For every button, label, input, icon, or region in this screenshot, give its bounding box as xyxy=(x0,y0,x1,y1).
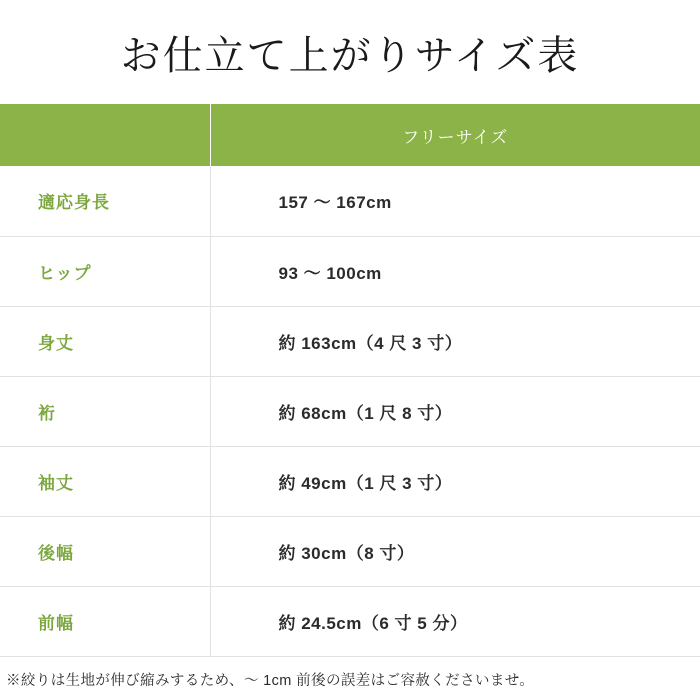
row-value-sodetake: 約 49cm（1 尺 3 寸） xyxy=(210,446,700,516)
table-header-free-size: フリーサイズ xyxy=(210,104,700,166)
row-label-yuki: 裄 xyxy=(0,376,210,446)
row-label-atohaba: 後幅 xyxy=(0,516,210,586)
size-table xyxy=(0,104,700,657)
table-row xyxy=(0,516,700,586)
table-row xyxy=(0,586,700,656)
footnote: ※絞りは生地が伸び縮みするため、〜 1cm 前後の誤差はご容赦くださいませ。 xyxy=(6,672,535,689)
row-value-yuki: 約 68cm（1 尺 8 寸） xyxy=(210,376,700,446)
table-row xyxy=(0,306,700,376)
row-value-height: 157 〜 167cm xyxy=(210,166,700,236)
row-value-hip: 93 〜 100cm xyxy=(210,236,700,306)
row-label-height: 適応身長 xyxy=(0,166,210,236)
table-row xyxy=(0,446,700,516)
row-label-mitake: 身丈 xyxy=(0,306,210,376)
row-value-atohaba: 約 30cm（8 寸） xyxy=(210,516,700,586)
table-row xyxy=(0,376,700,446)
table-header-blank xyxy=(0,104,210,166)
table-header xyxy=(0,104,700,166)
row-label-hip: ヒップ xyxy=(0,236,210,306)
row-value-mitake: 約 163cm（4 尺 3 寸） xyxy=(210,306,700,376)
table-header-row xyxy=(0,104,700,166)
table-row xyxy=(0,166,700,236)
row-label-maehaba: 前幅 xyxy=(0,586,210,656)
row-value-maehaba: 約 24.5cm（6 寸 5 分） xyxy=(210,586,700,656)
page-title: お仕立て上がりサイズ表 xyxy=(120,33,580,78)
row-label-sodetake: 袖丈 xyxy=(0,446,210,516)
table-body xyxy=(0,166,700,656)
table-row xyxy=(0,236,700,306)
